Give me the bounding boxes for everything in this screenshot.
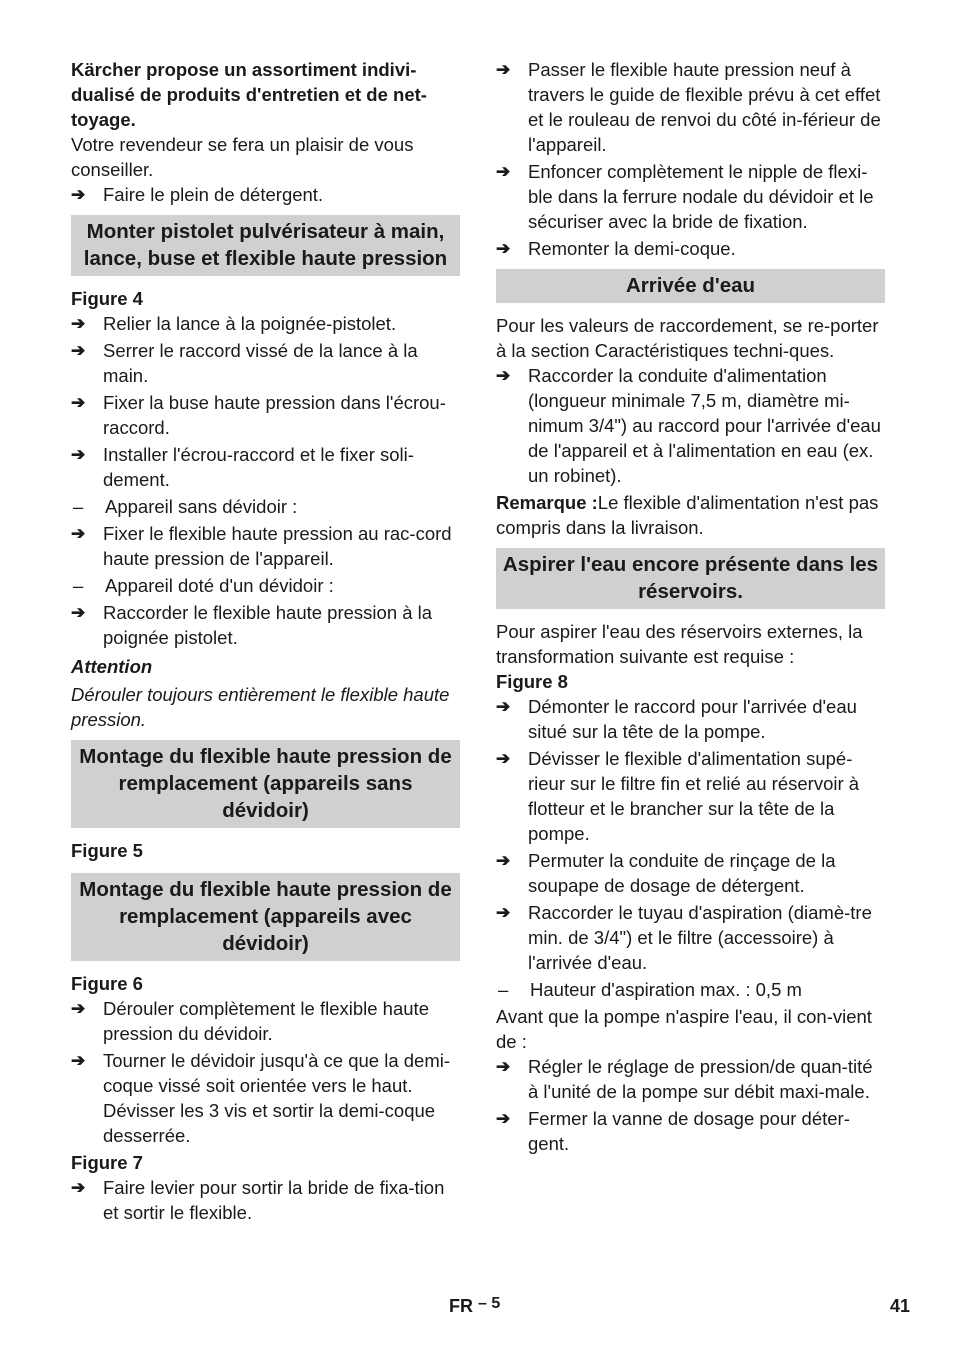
footer-section-number: – 5 <box>478 1295 501 1312</box>
arrow-right-icon: ➔ <box>71 445 86 464</box>
step-item: ➔ Démonter le raccord pour l'arrivée d'eau situé sur la tête de la pompe. <box>496 696 857 742</box>
step-item: ➔ Fermer la vanne de dosage pour déter-gent. <box>496 1108 850 1154</box>
dash-marker: – <box>498 979 509 1000</box>
arrow-right-icon: ➔ <box>71 1051 86 1070</box>
arrow-right-icon: ➔ <box>71 185 86 204</box>
figure-label: Figure 6 <box>71 973 143 994</box>
dash-marker: – <box>73 575 84 596</box>
step-item: ➔ Raccorder le tuyau d'aspiration (diamè-tre min. de 3/4") et le filtre (accessoire) à l'arrivée d'eau. <box>496 902 872 973</box>
arrow-right-icon: ➔ <box>496 60 511 79</box>
footer-section-page <box>449 1296 500 1317</box>
arrow-right-icon: ➔ <box>71 314 86 333</box>
arrow-right-icon: ➔ <box>496 366 511 385</box>
step-item: ➔ Faire le plein de détergent. <box>71 184 324 205</box>
arrow-right-icon: ➔ <box>496 697 511 716</box>
arrow-right-icon: ➔ <box>496 162 511 181</box>
footer-lang: FR <box>449 1296 473 1316</box>
remark <box>496 490 885 540</box>
arrow-right-icon: ➔ <box>71 999 86 1018</box>
section-heading: Arrivée d'eau <box>496 269 885 303</box>
page-number: 41 <box>890 1296 911 1316</box>
step-item: ➔ Relier la lance à la poignée-pistolet. <box>71 313 397 334</box>
section-heading: Monter pistolet pulvérisateur à main, lance, buse et flexible haute pression <box>71 215 460 276</box>
step-item: ➔ Tourner le dévidoir jusqu'à ce que la demi-coque vissé soit orientée vers le haut. Dévisser les 3 vis et sortir la demi-coque desserrée. <box>71 1050 451 1146</box>
remark-label: Remarque : <box>496 492 598 513</box>
attention-text: Dérouler toujours entièrement le flexible haute pression. <box>71 684 450 730</box>
figure-label: Figure 4 <box>71 288 143 309</box>
arrow-right-icon: ➔ <box>496 1057 511 1076</box>
section-heading: Aspirer l'eau encore présente dans les réservoirs. <box>496 548 885 609</box>
arrow-right-icon: ➔ <box>71 393 86 412</box>
section-heading: Montage du flexible haute pression de remplacement (appareils avec dévidoir) <box>71 873 460 961</box>
arrow-right-icon: ➔ <box>496 1109 511 1128</box>
paragraph: Avant que la pompe n'aspire l'eau, il con-vient de : <box>496 1006 872 1052</box>
arrow-right-icon: ➔ <box>71 603 86 622</box>
arrow-right-icon: ➔ <box>496 239 511 258</box>
step-item: ➔ Installer l'écrou-raccord et le fixer soli-dement. <box>71 444 414 490</box>
sub-item: – Appareil doté d'un dévidoir : <box>73 575 334 596</box>
dash-marker: – <box>73 496 84 517</box>
paragraph: Pour aspirer l'eau des réservoirs externes, la transformation suivante est requise : <box>496 621 863 667</box>
right-column <box>496 57 885 1158</box>
step-item: ➔ Régler le réglage de pression/de quan-tité à l'unité de la pompe sur débit maxi-male. <box>496 1056 873 1102</box>
step-item: ➔ Raccorder la conduite d'alimentation (longueur minimale 7,5 m, diamètre mi-nimum 3/4") au raccord pour l'arrivée d'eau de l'appareil et à l'alimentation en eau (ex. un robinet). <box>496 365 881 486</box>
sub-item: – Appareil sans dévidoir : <box>73 496 298 517</box>
arrow-right-icon: ➔ <box>496 749 511 768</box>
step-item: ➔ Dérouler complètement le flexible haute pression du dévidoir. <box>71 998 429 1044</box>
step-item: ➔ Raccorder le flexible haute pression à la poignée pistolet. <box>71 602 433 648</box>
step-item: ➔ Dévisser le flexible d'alimentation supé-rieur sur le filtre fin et relié au réservoir à flotteur et le brancher sur la tête de la pompe. <box>496 748 860 844</box>
arrow-right-icon: ➔ <box>71 341 86 360</box>
step-item: ➔ Enfoncer complètement le nipple de flexi-ble dans la ferrure nodale du dévidoir et le sécuriser avec la bride de fixation. <box>496 161 874 232</box>
intro-bold: Kärcher propose un assortiment indivi-dualisé de produits d'entretien et de net-toyage. <box>71 59 427 130</box>
arrow-right-icon: ➔ <box>71 1178 86 1197</box>
arrow-right-icon: ➔ <box>496 903 511 922</box>
step-item: ➔ Passer le flexible haute pression neuf à travers le guide de flexible prévu à cet effet et le rouleau de renvoi du côté in-férieur de l'appareil. <box>496 59 881 155</box>
step-item: ➔ Fixer la buse haute pression dans l'écrou-raccord. <box>71 392 446 438</box>
figure-label: Figure 5 <box>71 840 143 861</box>
sub-item: – Hauteur d'aspiration max. : 0,5 m <box>498 979 802 1000</box>
attention-label: Attention <box>71 656 153 677</box>
intro-text: Votre revendeur se fera un plaisir de vous conseiller. <box>71 134 414 180</box>
step-item: ➔ Remonter la demi-coque. <box>496 238 736 259</box>
remark-text: Le flexible d'alimentation n'est pas compris dans la livraison. <box>496 492 879 538</box>
step-item: ➔ Faire levier pour sortir la bride de fixa-tion et sortir le flexible. <box>71 1177 445 1223</box>
figure-label: Figure 8 <box>496 671 568 692</box>
step-item: ➔ Fixer le flexible haute pression au rac-cord haute pression de l'appareil. <box>71 523 452 569</box>
step-item: ➔ Permuter la conduite de rinçage de la soupape de dosage de détergent. <box>496 850 836 896</box>
paragraph: Pour les valeurs de raccordement, se re-porter à la section Caractéristiques techni-ques. <box>496 315 879 361</box>
arrow-right-icon: ➔ <box>71 524 86 543</box>
step-item: ➔ Serrer le raccord vissé de la lance à la main. <box>71 340 418 386</box>
arrow-right-icon: ➔ <box>496 851 511 870</box>
section-heading: Montage du flexible haute pression de remplacement (appareils sans dévidoir) <box>71 740 460 828</box>
left-column <box>71 57 460 1227</box>
figure-label: Figure 7 <box>71 1152 143 1173</box>
